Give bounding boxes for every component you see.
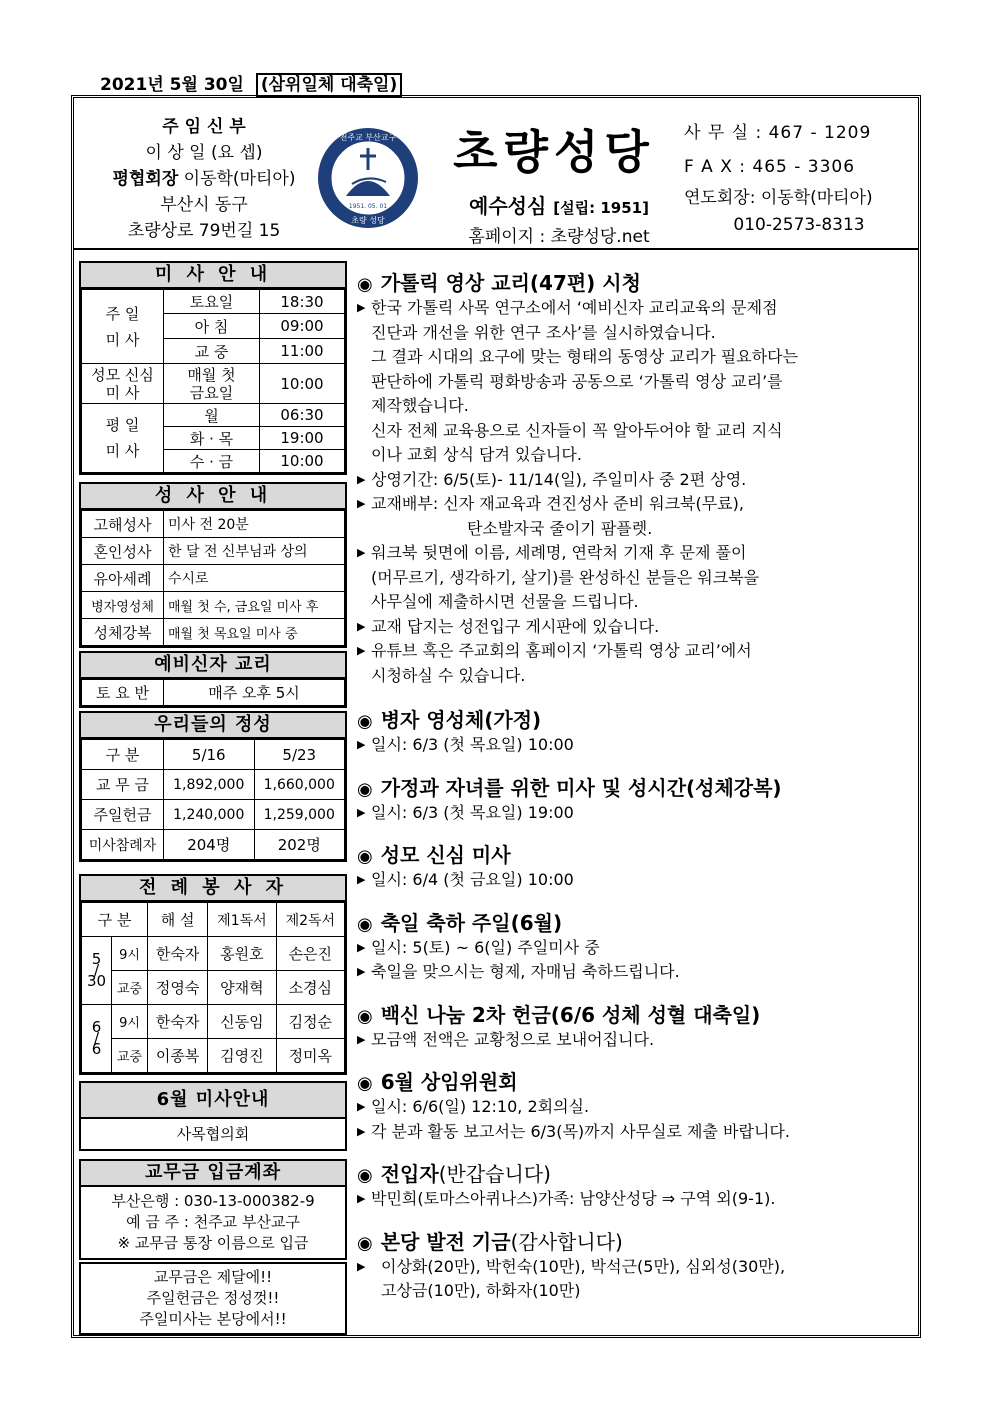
servers-date: 6 / 6: [82, 1005, 112, 1073]
triangle-bullet-icon: ▶: [357, 738, 366, 751]
liturgy-servers-table: [81, 902, 345, 1073]
notice-item: [357, 1187, 917, 1212]
notice-text: 일시: 6/4 (첫 금요일) 10:00: [371, 870, 574, 889]
triangle-bullet-icon: ▶: [357, 619, 366, 633]
schedule-time: 10:00: [260, 450, 345, 473]
schedule-day: 교 중: [164, 339, 260, 364]
notice-item: [357, 541, 917, 566]
offerings-label: 주일헌금: [82, 800, 164, 830]
catechumen-title: 예비신자 교리: [81, 653, 345, 679]
weekday-mass-label: 평 일 미 사: [82, 404, 164, 473]
account-info: [81, 1187, 345, 1258]
schedule-day: 월: [164, 404, 260, 427]
notice-text: 고상금(10만), 하화자(10만): [381, 1281, 581, 1300]
notice-text: 판단하에 가톨릭 평화방송과 공동으로 ‘가톨릭 영상 교리’를: [371, 371, 783, 391]
triangle-bullet-icon: ▶: [357, 1100, 366, 1113]
notice-title-text: 축일 축하 주일(6월): [380, 910, 563, 935]
notice-item: [357, 468, 917, 493]
bullseye-icon: ◉: [357, 846, 373, 867]
server-name: 홍원호: [208, 937, 276, 971]
notice-item: [357, 1120, 917, 1145]
server-name: 소경심: [276, 971, 344, 1005]
schedule-day: 수 · 금: [164, 450, 260, 473]
notice-text: 워크북 뒷면에 이름, 세례명, 연락처 기재 후 문제 풀이: [371, 543, 747, 562]
catechumen-table: [81, 679, 345, 706]
sacrament-name: 혼인성사: [82, 538, 164, 565]
schedule-time: 06:30: [260, 404, 345, 427]
servers-header: 제2독서: [276, 903, 344, 937]
notice-text: 상영기간: 6/5(토)- 11/14(일), 주일미사 중 2편 상영.: [371, 469, 747, 489]
offerings-header: 구 분: [82, 740, 164, 770]
notice-title-text: 병자 영성체(가정): [380, 708, 542, 732]
feast-name: (삼위일체 대축일): [256, 73, 402, 97]
triangle-bullet-icon: ▶: [357, 1192, 366, 1205]
logo-date: 1951. 05. 01: [348, 203, 388, 210]
notice-text: 이상화(20만), 박헌숙(10만), 박석근(5만), 심외성(30만),: [381, 1256, 786, 1276]
council-label: 평협회장: [112, 169, 179, 189]
bulletin-date: [100, 70, 402, 95]
sacrament-name: 병자영성체: [82, 592, 164, 619]
sacrament-desc: 매월 첫 목요일 미사 중: [164, 619, 345, 646]
offerings-title: 우리들의 정성: [81, 713, 345, 739]
notice-item: [357, 801, 917, 826]
notice-item: [357, 492, 917, 517]
server-name: 김영진: [208, 1039, 276, 1073]
sacrament-title: 성 사 안 내: [81, 484, 345, 510]
server-name: 이종복: [148, 1039, 208, 1073]
notice-title-text: 백신 나눔 2차 헌금(6/6 성체 성혈 대축일): [380, 1002, 761, 1027]
bullseye-icon: ◉: [357, 778, 373, 800]
schedule-time: 11:00: [260, 339, 345, 364]
notice-title: [357, 1158, 917, 1187]
bullseye-icon: ◉: [357, 913, 373, 935]
mass-schedule-table: [81, 289, 345, 473]
sunday-mass-label: 주 일 미 사: [82, 290, 164, 364]
notice-title: [357, 1066, 917, 1095]
notice-text: 일시: 6/3 (첫 목요일) 19:00: [371, 802, 574, 822]
notice-text: 일시: 6/3 (첫 목요일) 10:00: [371, 735, 574, 754]
bullseye-icon: ◉: [357, 1005, 373, 1027]
server-name: 정영숙: [148, 971, 208, 1005]
notice-title-text: 본당 발전 기금: [380, 1229, 511, 1254]
notice-title-suffix: (감사합니다): [510, 1229, 623, 1254]
notice-item: [357, 1028, 917, 1053]
notice-item: [357, 960, 917, 985]
sacrament-name: 고해성사: [82, 511, 164, 538]
june-mass-title: 6월 미사안내: [81, 1083, 345, 1119]
triangle-bullet-icon: ▶: [357, 1124, 366, 1138]
notice-item: [357, 296, 917, 321]
servers-header: 제1독서: [208, 903, 276, 937]
marian-mass-label: 성모 신심 미 사: [82, 364, 164, 404]
server-name: 김정순: [276, 1005, 344, 1039]
server-name: 손은진: [276, 937, 344, 971]
notice-text: 제작했습니다.: [371, 396, 469, 415]
offerings-value: 1,240,000: [164, 800, 255, 830]
notice-text: 이나 교회 상식 담겨 있습니다.: [371, 445, 582, 464]
notice-text: 그 결과 시대의 요구에 맞는 형태의 동영상 교리가 필요하다는: [371, 347, 799, 366]
bullseye-icon: ◉: [357, 1073, 373, 1094]
logo-top-text: 천주교 부산교구: [339, 133, 397, 142]
server-name: 한숙자: [148, 1005, 208, 1039]
schedule-day: 토요일: [164, 290, 260, 314]
marian-mass-day: 매월 첫 금요일: [164, 364, 260, 404]
sacrament-box: [79, 482, 347, 648]
server-name: 한숙자: [148, 937, 208, 971]
reminder-line: 교무금은 제달에!!: [153, 1268, 273, 1286]
triangle-bullet-icon: ▶: [357, 301, 366, 314]
notice-title: [357, 999, 917, 1028]
notice-item: [357, 733, 917, 758]
sacrament-desc: 한 달 전 신부님과 상의: [164, 538, 345, 565]
triangle-bullet-icon: ▶: [357, 472, 366, 486]
schedule-time: 19:00: [260, 427, 345, 450]
notice-text: 각 분과 활동 보고서는 6/3(목)까지 사무실로 제출 바랍니다.: [371, 1121, 790, 1141]
account-bank: 부산은행 : 030-13-000382-9: [111, 1192, 315, 1210]
notices-column: [357, 263, 917, 1304]
catechumen-class: 토 요 반: [82, 680, 164, 706]
servers-time: 9시: [112, 1005, 148, 1039]
reminder-line: 주일헌금은 정성껏!!: [146, 1289, 280, 1307]
liturgy-servers-title: 전 례 봉 사 자: [81, 876, 345, 902]
notice-title-suffix: (반갑습니다): [438, 1162, 551, 1186]
patron-text: 예수성심: [469, 194, 547, 218]
church-seal-logo: [316, 126, 420, 230]
servers-time: 9시: [112, 937, 148, 971]
account-title: 교무금 입금계좌: [81, 1161, 345, 1187]
notice-title: [357, 267, 917, 296]
council-president: [84, 166, 324, 192]
schedule-time: 09:00: [260, 314, 345, 339]
notice-item: [357, 936, 917, 961]
notice-text: (머무르기, 생각하기, 살기)를 완성하신 분들은 워크북을: [371, 567, 760, 587]
notice-title-text: 전입자: [380, 1162, 439, 1186]
mass-schedule-box: [79, 261, 347, 475]
catechumen-box: [79, 651, 347, 708]
notice-title: [357, 907, 917, 936]
notice-text: 일시: 5(토) ~ 6(일) 주일미사 중: [371, 937, 600, 957]
mass-schedule-title: 미 사 안 내: [81, 263, 345, 289]
notice-text: 일시: 6/6(일) 12:10, 2회의실.: [371, 1097, 590, 1116]
server-name: 양재혁: [208, 971, 276, 1005]
notice-text: 박민희(토마스아퀴나스)가족: 남양산성당 ⇒ 구역 외(9-1).: [371, 1189, 776, 1208]
server-name: 정미옥: [276, 1039, 344, 1073]
offerings-value: 204명: [164, 830, 255, 860]
bulletin-frame: [71, 95, 921, 1338]
offerings-table: [81, 739, 345, 860]
marian-mass-time: 10:00: [260, 364, 345, 404]
catechumen-time: 매주 오후 5시: [164, 680, 345, 706]
notice-title: [357, 704, 917, 733]
servers-date: 5 / 30: [82, 937, 112, 1005]
bullseye-icon: ◉: [357, 1232, 373, 1254]
established-year: [설립: 1951]: [553, 199, 649, 217]
notice-title: [357, 772, 917, 801]
notice-item: [357, 868, 917, 893]
notice-title: [357, 1226, 917, 1255]
bullseye-icon: ◉: [357, 1165, 373, 1186]
june-mass-content: 사목협의회: [176, 1125, 250, 1143]
notice-title-text: 가정과 자녀를 위한 미사 및 성시간(성체강복): [380, 775, 782, 800]
fax-number: F A X : 465 - 3306: [684, 157, 856, 177]
offerings-label: 미사참례자: [82, 830, 164, 860]
offerings-value: 1,259,000: [254, 800, 345, 830]
notice-text: 신자 전체 교육용으로 신자들이 꼭 알아두어야 할 교리 지식: [371, 420, 783, 440]
church-patron: [444, 190, 674, 219]
triangle-bullet-icon: ▶: [357, 965, 366, 978]
server-name: 신동임: [208, 1005, 276, 1039]
notice-text: 탄소발자국 줄이기 팜플렛.: [467, 518, 653, 538]
june-mass-box: [79, 1081, 347, 1151]
date-text: 2021년 5월 30일: [100, 75, 244, 95]
offerings-value: 1,892,000: [164, 770, 255, 800]
priest-title: 주 임 신 부: [162, 117, 246, 137]
servers-header: 구 분: [82, 903, 148, 937]
notice-text: 사무실에 제출하시면 선물을 드립니다.: [371, 592, 639, 611]
notice-item: [357, 1095, 917, 1120]
sacrament-desc: 수시로: [164, 565, 345, 592]
logo-bottom-text: 초량 성당: [351, 216, 385, 225]
notice-text: 진단과 개선을 위한 연구 조사’를 실시하였습니다.: [371, 322, 716, 342]
notice-text: 한국 가톨릭 사목 연구소에서 ‘예비신자 교리교육의 문제점: [371, 298, 778, 317]
triangle-bullet-icon: ▶: [357, 1032, 366, 1046]
priest-info: [84, 114, 324, 244]
sacrament-desc: 매월 첫 수, 금요일 미사 후: [164, 592, 345, 619]
account-note: ※ 교무금 통장 이름으로 입금: [117, 1234, 309, 1252]
offerings-box: [79, 711, 347, 862]
liturgy-servers-box: [79, 874, 347, 1075]
bullseye-icon: ◉: [357, 274, 373, 295]
offerings-value: 202명: [254, 830, 345, 860]
notice-text: 시청하실 수 있습니다.: [371, 665, 526, 685]
reminder-line: 주일미사는 본당에서!!: [139, 1310, 287, 1328]
bulletin-header: [74, 98, 918, 250]
triangle-bullet-icon: ▶: [357, 940, 366, 954]
triangle-bullet-icon: ▶: [357, 644, 366, 657]
account-box: [79, 1159, 347, 1260]
sacrament-desc: 미사 전 20분: [164, 511, 345, 538]
sacrament-table: [81, 510, 345, 646]
offerings-header: 5/23: [254, 740, 345, 770]
notice-title-text: 성모 신심 미사: [380, 843, 511, 867]
servers-header: 해 설: [148, 903, 208, 937]
address-line-2: 초량상로 79번길 15: [127, 221, 281, 241]
office-phone: 사 무 실 : 467 - 1209: [684, 123, 872, 143]
offerings-label: 교 무 금: [82, 770, 164, 800]
account-holder: 예 금 주 : 천주교 부산교구: [126, 1213, 300, 1231]
sacrament-name: 유아세례: [82, 565, 164, 592]
bullseye-icon: ◉: [357, 711, 373, 732]
yeondo-president: 연도회장: 이동학(마티아): [684, 188, 873, 208]
notice-item: [357, 1255, 917, 1280]
servers-time: 교중: [112, 971, 148, 1005]
notice-text: 모금액 전액은 교황청으로 보내어집니다.: [371, 1029, 655, 1049]
offerings-value: 1,660,000: [254, 770, 345, 800]
notice-text: 유튜브 혹은 주교회의 홈페이지 ‘가톨릭 영상 교리’에서: [371, 641, 752, 660]
reminder-box: [79, 1262, 347, 1335]
schedule-day: 아 침: [164, 314, 260, 339]
triangle-bullet-icon: ▶: [357, 873, 366, 886]
notice-title-text: 가톨릭 영상 교리(47편) 시청: [380, 271, 641, 295]
triangle-bullet-icon: ▶: [357, 497, 366, 510]
yeondo-phone: 010-2573-8313: [733, 215, 865, 235]
notice-text: 교재배부: 신자 재교육과 견진성사 준비 워크북(무료),: [371, 494, 744, 513]
servers-time: 교중: [112, 1039, 148, 1073]
triangle-bullet-icon: ▶: [357, 1259, 366, 1273]
homepage-address: 홈페이지 : 초량성당.net: [468, 227, 650, 247]
notice-item: [357, 615, 917, 640]
notice-title-text: 6월 상임위원회: [380, 1070, 518, 1094]
notice-title: [357, 839, 917, 868]
address-line-1: 부산시 동구: [160, 195, 248, 215]
offerings-header: 5/16: [164, 740, 255, 770]
contact-info: [684, 116, 914, 238]
notice-text: 축일을 맞으시는 형제, 자매님 축하드립니다.: [371, 962, 680, 981]
notice-text: 교재 답지는 성전입구 게시판에 있습니다.: [371, 616, 660, 636]
schedule-time: 18:30: [260, 290, 345, 314]
triangle-bullet-icon: ▶: [357, 805, 366, 819]
schedule-day: 화 · 목: [164, 427, 260, 450]
triangle-bullet-icon: ▶: [357, 546, 366, 559]
sacrament-name: 성체강복: [82, 619, 164, 646]
priest-name: 이 상 일 (요 셉): [145, 143, 263, 163]
council-name: 이동학(마티아): [183, 169, 296, 189]
notice-item: [357, 639, 917, 664]
church-name: 초량성당: [453, 125, 655, 179]
